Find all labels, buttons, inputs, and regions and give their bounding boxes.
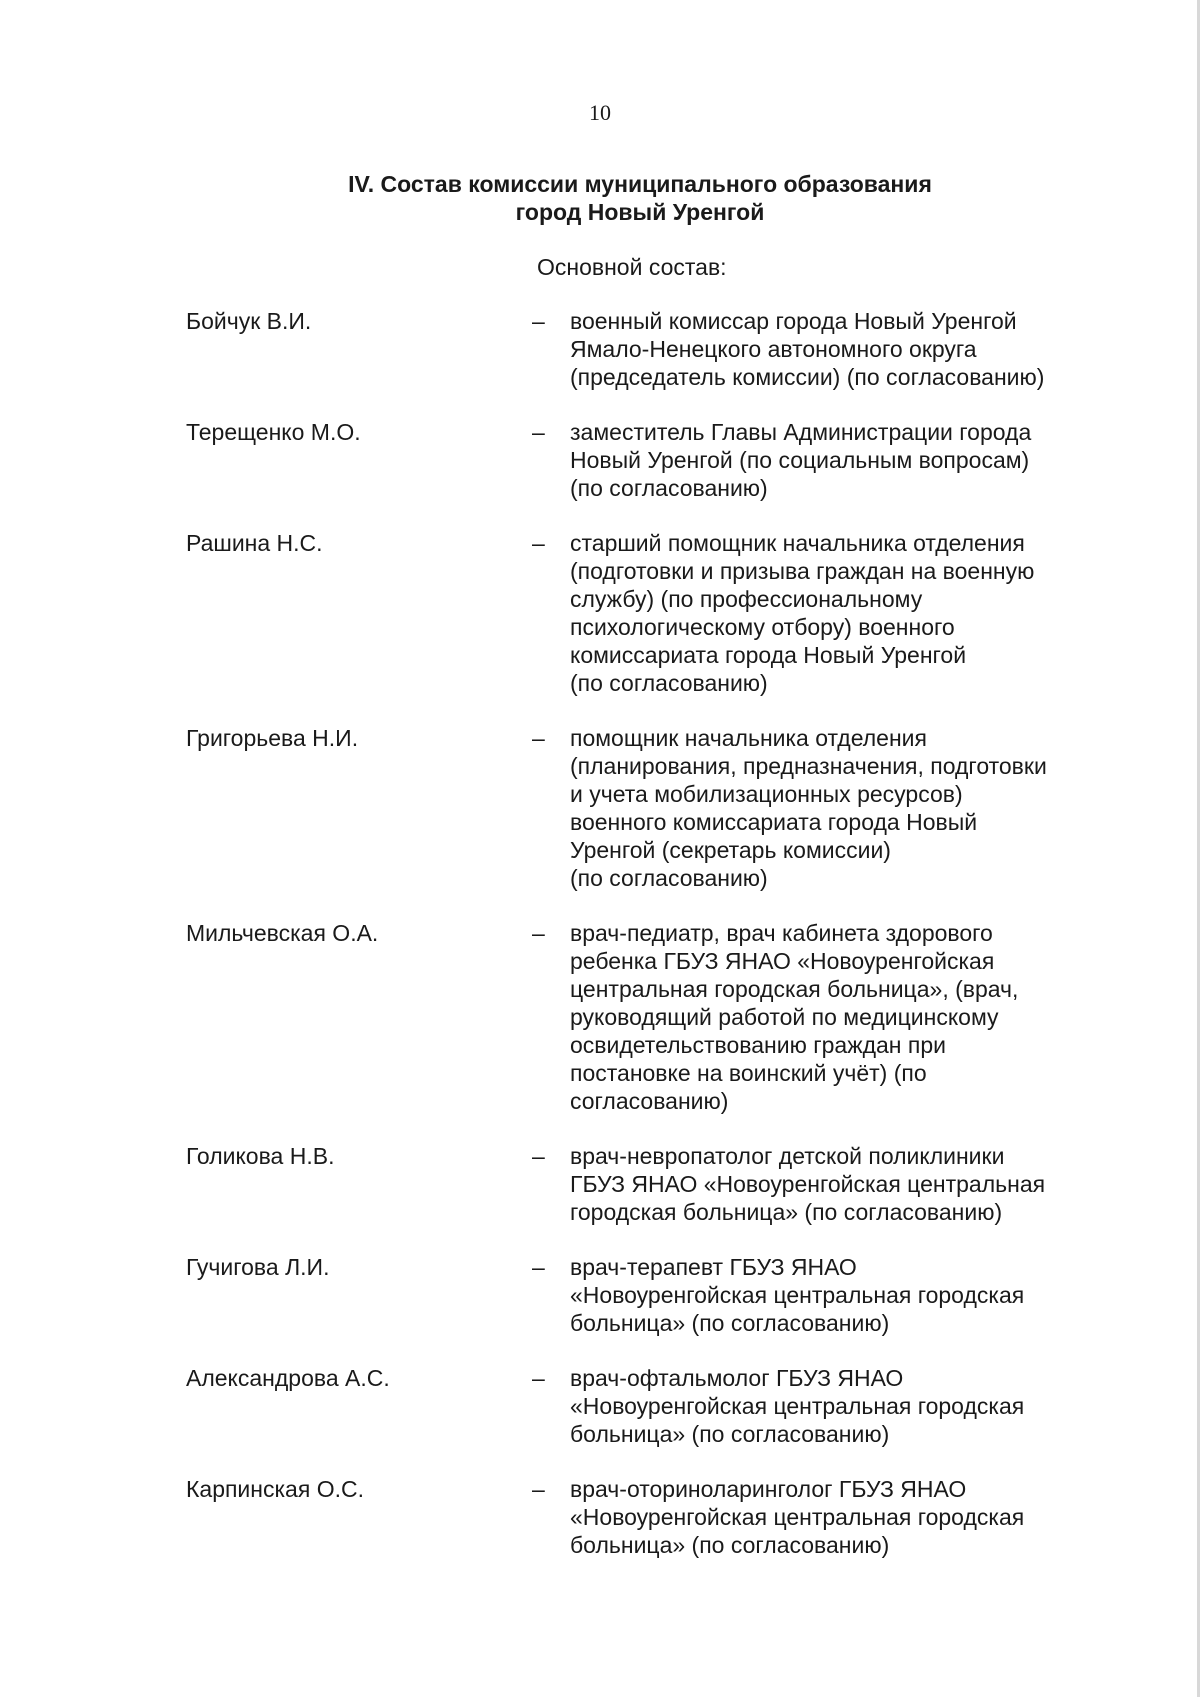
member-name: Бойчук В.И. — [186, 308, 312, 334]
member-dash: – — [532, 1254, 545, 1280]
member-role-line: согласованию) — [570, 1088, 729, 1114]
member-row — [0, 724, 1200, 892]
member-role-line: врач-невропатолог детской поликлиники — [570, 1143, 1005, 1169]
member-dash: – — [532, 1365, 545, 1391]
member-role-line: врач-офтальмолог ГБУЗ ЯНАО — [570, 1365, 904, 1391]
member-role-line: ГБУЗ ЯНАО «Новоуренгойская центральная — [570, 1171, 1046, 1197]
member-dash: – — [532, 419, 545, 445]
member-dash: – — [532, 308, 545, 334]
member-role — [570, 1253, 1110, 1337]
member-role — [570, 1475, 1110, 1559]
member-dash: – — [532, 920, 545, 946]
member-role-line: больница» (по согласованию) — [570, 1532, 890, 1558]
member-role-line: центральная городская больница», (врач, — [570, 976, 1019, 1002]
member-role-line: (планирования, предназначения, подготовки — [570, 753, 1047, 779]
member-role-line: (по согласованию) — [570, 865, 768, 891]
member-dash: – — [532, 530, 545, 556]
member-role-line: врач-оториноларинголог ГБУЗ ЯНАО — [570, 1476, 967, 1502]
member-role — [570, 724, 1110, 892]
member-role-line: Новый Уренгой (по социальным вопросам) — [570, 447, 1030, 473]
member-role-line: заместитель Главы Администрации города — [570, 419, 1032, 445]
member-role-line: врач-педиатр, врач кабинета здорового — [570, 920, 993, 946]
member-row — [0, 1253, 1200, 1337]
member-role — [570, 307, 1110, 391]
member-name: Терещенко М.О. — [186, 419, 361, 445]
member-name: Александрова А.С. — [186, 1365, 390, 1391]
section-title-line-1: IV. Состав комиссии муниципального образования — [348, 171, 932, 197]
member-role-line: «Новоуренгойская центральная городская — [570, 1504, 1025, 1530]
member-role — [570, 1142, 1110, 1226]
member-role-line: городская больница» (по согласованию) — [570, 1199, 1003, 1225]
member-role-line: (по согласованию) — [570, 475, 768, 501]
member-row — [0, 1475, 1200, 1559]
section-title — [190, 170, 1090, 226]
member-role-line: врач-терапевт ГБУЗ ЯНАО — [570, 1254, 857, 1280]
member-name: Рашина Н.С. — [186, 530, 323, 556]
member-role — [570, 919, 1110, 1115]
member-row — [0, 1364, 1200, 1448]
member-row — [0, 307, 1200, 391]
member-name: Григорьева Н.И. — [186, 725, 359, 751]
member-role-line: освидетельствованию граждан при — [570, 1032, 946, 1058]
member-role-line: «Новоуренгойская центральная городская — [570, 1282, 1025, 1308]
member-row — [0, 418, 1200, 502]
member-dash: – — [532, 1476, 545, 1502]
page-number: 10 — [589, 100, 611, 125]
member-role-line: постановке на воинский учёт) (по — [570, 1060, 927, 1086]
member-role-line: службу) (по профессиональному — [570, 586, 923, 612]
member-row — [0, 529, 1200, 697]
member-role-line: военного комиссариата города Новый — [570, 809, 978, 835]
member-role — [570, 529, 1110, 697]
member-role — [570, 1364, 1110, 1448]
section-title-line-2: город Новый Уренгой — [515, 199, 765, 225]
member-role-line: психологическому отбору) военного — [570, 614, 955, 640]
member-role-line: Ямало-Ненецкого автономного округа — [570, 336, 977, 362]
member-role-line: (по согласованию) — [570, 670, 768, 696]
member-role-line: помощник начальника отделения — [570, 725, 927, 751]
member-role-line: «Новоуренгойская центральная городская — [570, 1393, 1025, 1419]
member-list — [0, 307, 1200, 1586]
member-role-line: и учета мобилизационных ресурсов) — [570, 781, 963, 807]
member-row — [0, 1142, 1200, 1226]
member-role-line: (председатель комиссии) (по согласованию) — [570, 364, 1045, 390]
member-role-line: руководящий работой по медицинскому — [570, 1004, 999, 1030]
member-role-line: больница» (по согласованию) — [570, 1421, 890, 1447]
member-role-line: ребенка ГБУЗ ЯНАО «Новоуренгойская — [570, 948, 995, 974]
member-role — [570, 418, 1110, 502]
member-row — [0, 919, 1200, 1115]
member-dash: – — [532, 1143, 545, 1169]
member-role-line: старший помощник начальника отделения — [570, 530, 1025, 556]
member-name: Мильчевская О.А. — [186, 920, 379, 946]
member-role-line: комиссариата города Новый Уренгой — [570, 642, 967, 668]
member-name: Гучигова Л.И. — [186, 1254, 330, 1280]
member-name: Голикова Н.В. — [186, 1143, 335, 1169]
member-role-line: военный комиссар города Новый Уренгой — [570, 308, 1017, 334]
member-role-line: (подготовки и призыва граждан на военную — [570, 558, 1035, 584]
member-name: Карпинская О.С. — [186, 1476, 364, 1502]
member-role-line: больница» (по согласованию) — [570, 1310, 890, 1336]
member-dash: – — [532, 725, 545, 751]
composition-subtitle: Основной состав: — [537, 254, 727, 280]
member-role-line: Уренгой (секретарь комиссии) — [570, 837, 891, 863]
